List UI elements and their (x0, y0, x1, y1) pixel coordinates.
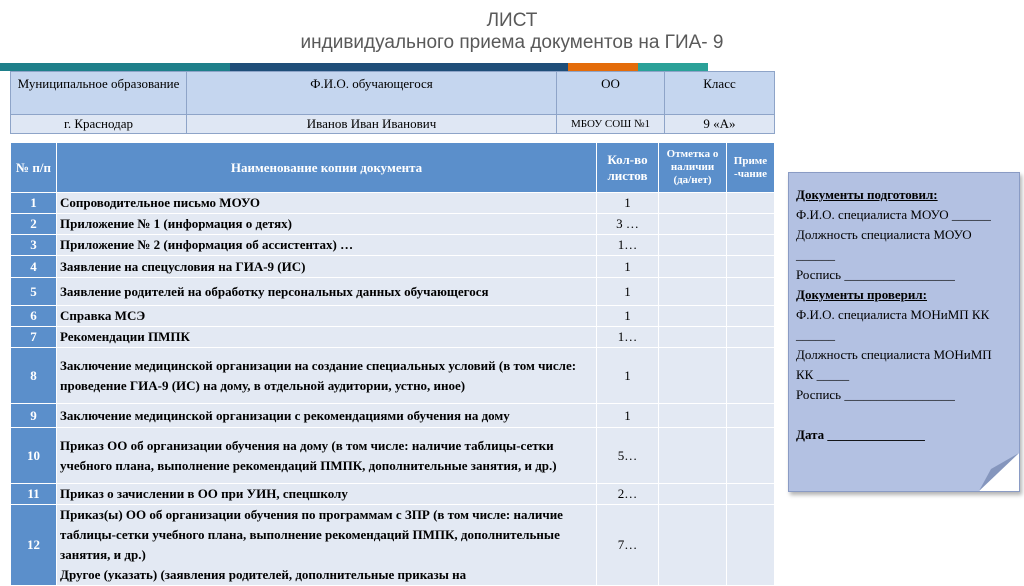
row-mark-cell[interactable] (659, 214, 727, 235)
info-value-student: Иванов Иван Иванович (187, 115, 557, 134)
table-row (11, 235, 775, 256)
stripe-orange (568, 63, 638, 71)
row-note-cell[interactable] (727, 484, 775, 505)
row-note-cell[interactable] (727, 348, 775, 404)
row-document-name: Заключение медицинской организации на создание специальных условий (в том числе: проведение ГИА-9 (ИС) на дому, в отдельной аудитории, устно, иное) (57, 348, 597, 404)
checked-sign: Роспись _________________ (796, 387, 955, 402)
table-row (11, 327, 775, 348)
info-table (10, 71, 775, 134)
documents-table (10, 142, 775, 586)
row-mark-cell[interactable] (659, 484, 727, 505)
row-document-name: Справка МСЭ (57, 306, 597, 327)
row-mark-cell[interactable] (659, 505, 727, 586)
row-number: 11 (11, 484, 57, 505)
prepared-label: Документы подготовил: (796, 187, 938, 202)
info-header-row (11, 72, 775, 115)
row-number: 7 (11, 327, 57, 348)
row-note-cell[interactable] (727, 256, 775, 278)
table-row (11, 214, 775, 235)
table-row (11, 404, 775, 428)
row-number: 3 (11, 235, 57, 256)
table-row (11, 193, 775, 214)
row-mark-cell[interactable] (659, 256, 727, 278)
table-row (11, 256, 775, 278)
prepared-post-line1: Должность специалиста МОУО (796, 227, 972, 242)
info-value-municipality: г. Краснодар (11, 115, 187, 134)
row-note-cell[interactable] (727, 327, 775, 348)
header-name: Наименование копии документа (57, 143, 597, 193)
row-document-name: Рекомендации ПМПК (57, 327, 597, 348)
row-number: 1 (11, 193, 57, 214)
prepared-sign: Роспись _________________ (796, 267, 955, 282)
table-row (11, 505, 775, 586)
row-note-cell[interactable] (727, 214, 775, 235)
row-number: 10 (11, 428, 57, 484)
row-mark-cell[interactable] (659, 428, 727, 484)
info-header-municipality: Муниципальное образование (11, 72, 187, 115)
row-note-cell[interactable] (727, 278, 775, 306)
row-count: 1 (597, 256, 659, 278)
table-row (11, 484, 775, 505)
info-value-row (11, 115, 775, 134)
row-mark-cell[interactable] (659, 278, 727, 306)
row-document-name: Сопроводительное письмо МОУО (57, 193, 597, 214)
row-other-detail: (заявления родителей, дополнительные приказы на (160, 567, 467, 582)
row-count: 3 … (597, 214, 659, 235)
row-other-prefix: Другое (указать) (60, 567, 161, 582)
row-document-name: Заявление родителей на обработку персональных данных обучающегося (57, 278, 597, 306)
info-value-class: 9 «А» (665, 115, 775, 134)
row-count: 2… (597, 484, 659, 505)
header-count: Кол-во листов (597, 143, 659, 193)
row-mark-cell[interactable] (659, 306, 727, 327)
info-value-school: МБОУ СОШ №1 (557, 115, 665, 134)
page-curl-icon (979, 453, 1019, 491)
row-number: 6 (11, 306, 57, 327)
checked-fio-line1: Ф.И.О. специалиста МОНиМП КК (796, 307, 990, 322)
row-count: 1 (597, 348, 659, 404)
row-mark-cell[interactable] (659, 235, 727, 256)
table-row (11, 306, 775, 327)
row-mark-cell[interactable] (659, 348, 727, 404)
row-number: 8 (11, 348, 57, 404)
row-document-name: Приказ о зачислении в ОО при УИН, спецшколу (57, 484, 597, 505)
header-note: Приме -чание (727, 143, 775, 193)
page-title: ЛИСТ (486, 10, 538, 31)
row-count: 1 (597, 306, 659, 327)
prepared-fio: Ф.И.О. специалиста МОУО ______ (796, 207, 991, 222)
row-document-name: Приложение № 2 (информация об ассистентах) … (57, 235, 597, 256)
row-note-cell[interactable] (727, 428, 775, 484)
info-header-school: ОО (557, 72, 665, 115)
row-count: 1 (597, 404, 659, 428)
date-label: Дата _______________ (796, 427, 925, 442)
row-document-name: Заключение медицинской организации с рекомендациями обучения на дому (57, 404, 597, 428)
table-row (11, 278, 775, 306)
stripe-navy (230, 63, 568, 71)
row-note-cell[interactable] (727, 505, 775, 586)
documents-header-row (11, 143, 775, 193)
header-mark: Отметка о наличии (да/нет) (659, 143, 727, 193)
row-count: 1… (597, 327, 659, 348)
signature-note (788, 172, 1020, 492)
checked-label: Документы проверил: (796, 287, 928, 302)
row-count: 1… (597, 235, 659, 256)
row-document-name-text: Приказ(ы) ОО об организации обучения по программам с ЗПР (в том числе: наличие таблицы-сетки учебного плана, выполнение рекомендаций ПМПК, дополнительные занятия, и др.) (60, 507, 563, 562)
row-note-cell[interactable] (727, 193, 775, 214)
row-count: 1 (597, 278, 659, 306)
header-num: № п/п (11, 143, 57, 193)
row-count: 7… (597, 505, 659, 586)
table-row (11, 348, 775, 404)
stripe-teal (0, 63, 230, 71)
row-note-cell[interactable] (727, 306, 775, 327)
stripe-green (638, 63, 708, 71)
row-mark-cell[interactable] (659, 404, 727, 428)
row-document-name: Приказ ОО об организации обучения на дому (в том числе: наличие таблицы-сетки учебного плана, выполнение рекомендаций ПМПК, дополнительные занятия, и др.) (57, 428, 597, 484)
prepared-post-line2: ______ (796, 247, 835, 262)
page-subtitle: индивидуального приема документов на ГИА- 9 (300, 32, 724, 53)
row-count: 5… (597, 428, 659, 484)
row-note-cell[interactable] (727, 404, 775, 428)
checked-post-line2: КК _____ (796, 367, 850, 382)
row-note-cell[interactable] (727, 235, 775, 256)
info-header-class: Класс (665, 72, 775, 115)
checked-fio-line2: ______ (796, 327, 835, 342)
row-other-line (60, 565, 593, 585)
row-document-name (57, 505, 597, 586)
info-header-student: Ф.И.О. обучающегося (187, 72, 557, 115)
row-document-name: Заявление на спецусловия на ГИА-9 (ИС) (57, 256, 597, 278)
table-row (11, 428, 775, 484)
checked-post-line1: Должность специалиста МОНиМП (796, 347, 992, 362)
row-document-name: Приложение № 1 (информация о детях) (57, 214, 597, 235)
row-number: 12 (11, 505, 57, 586)
row-number: 9 (11, 404, 57, 428)
row-mark-cell[interactable] (659, 327, 727, 348)
row-number: 2 (11, 214, 57, 235)
row-number: 4 (11, 256, 57, 278)
row-count: 1 (597, 193, 659, 214)
row-mark-cell[interactable] (659, 193, 727, 214)
row-number: 5 (11, 278, 57, 306)
